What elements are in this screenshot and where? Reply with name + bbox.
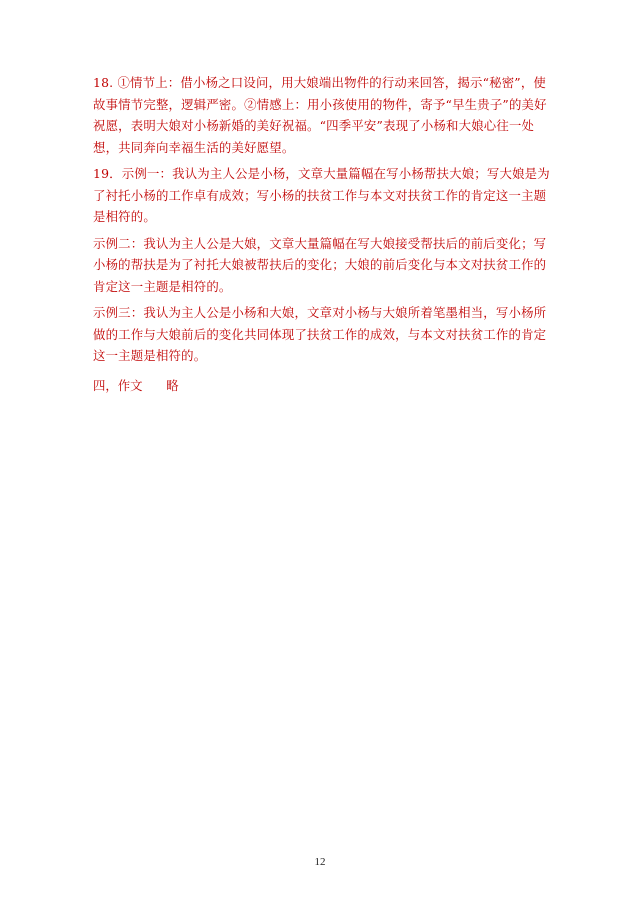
answer-q19-example-2: 示例二：我认为主人公是大娘，文章大量篇幅在写大娘接受帮扶后的前后变化；写小杨的帮扶是为了衬托大娘被帮扶后的变化；大娘的前后变化与本文对扶贫工作的肯定这一主题是相符的。 xyxy=(93,235,547,294)
section-four-body: 略 xyxy=(166,377,179,393)
answer-q18: 18. ①情节上：借小杨之口设问，用大娘端出物件的行动来回答，揭示“秘密”，使故事情节完整，逻辑严密。②情感上：用小孩使用的物件，寄予“早生贵子”的美好祝愿，表明大娘对小杨新婚的美好祝福。“四季平安”表现了小杨和大娘心往一处想，共同奔向幸福生活的美好愿望。 xyxy=(93,75,547,155)
page-number: 12 xyxy=(314,856,326,868)
answer-content xyxy=(93,72,553,396)
answer-q19-example-3: 示例三：我认为主人公是小杨和大娘，文章对小杨与大娘所着笔墨相当，写小杨所做的工作与大娘前后的变化共同体现了扶贫工作的成效，与本文对扶贫工作的肯定这一主题是相符的。 xyxy=(93,305,547,363)
answer-q19-example-1: 19．示例一：我认为主人公是小杨，文章大量篇幅在写小杨帮扶大娘；写大娘是为了衬托小杨的工作卓有成效；写小杨的扶贫工作与本文对扶贫工作的肯定这一主题是相符的。 xyxy=(93,166,550,224)
section-four-title: 四，作文 xyxy=(93,377,143,393)
section-four-heading-line xyxy=(93,375,553,397)
